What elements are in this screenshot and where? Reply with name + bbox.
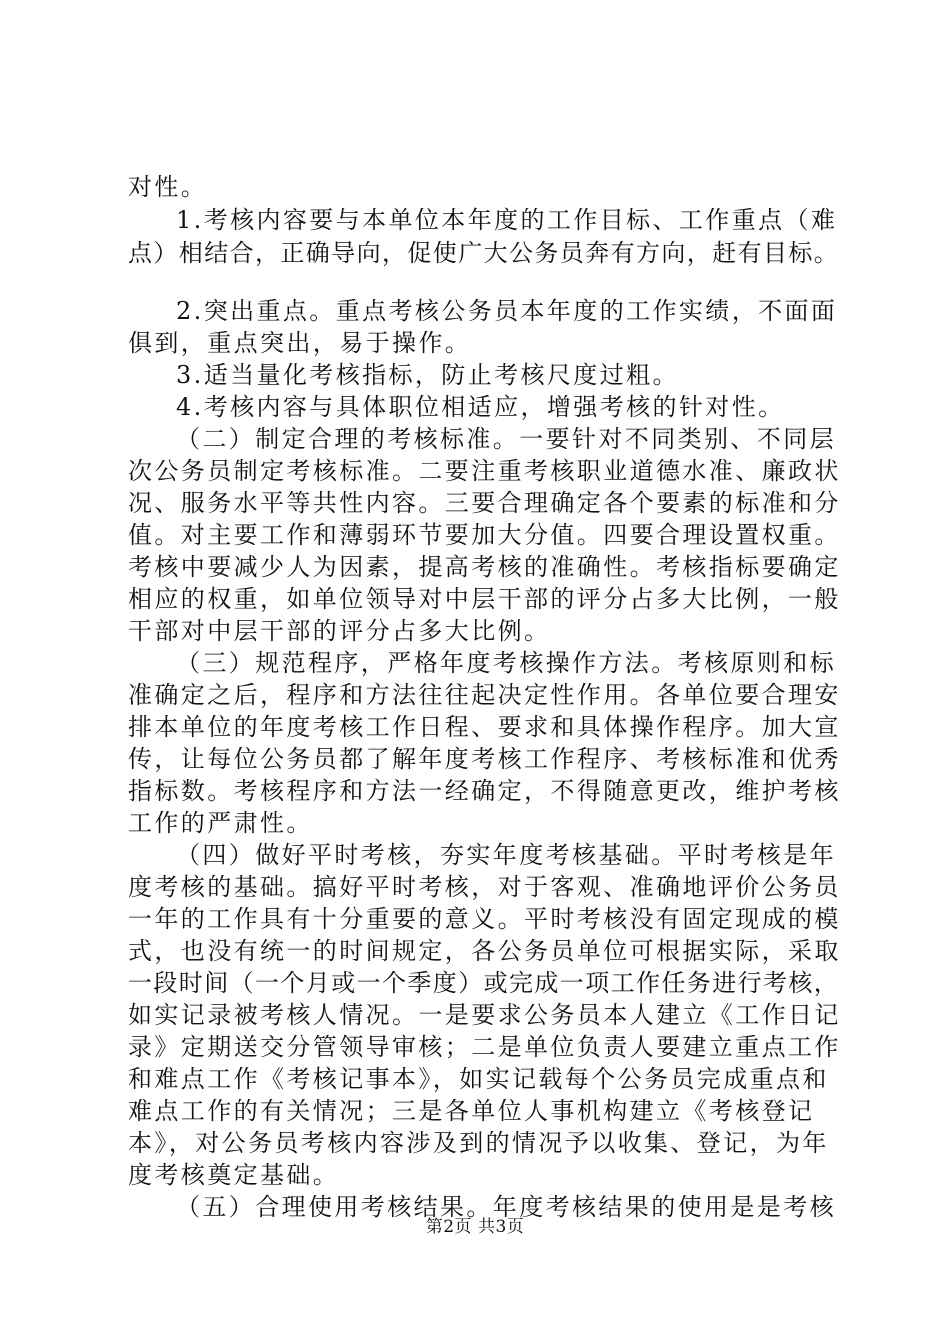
text-line: 和难点工作《考核记事本》，如实记载每个公务员完成重点和 <box>128 1065 829 1093</box>
text-line: 准确定之后，程序和方法往往起决定性作用。各单位要合理安 <box>128 681 841 709</box>
text-line: 指标数。考核程序和方法一经确定，不得随意更改，维护考核 <box>128 777 841 805</box>
text-line: 3.适当量化考核指标，防止考核尺度过粗。 <box>176 361 679 389</box>
text-line: 点）相结合，正确导向，促使广大公务员奔有方向，赶有目标。 <box>128 239 840 267</box>
text-line: 干部对中层干部的评分占多大比例。 <box>128 617 551 645</box>
text-line: 一段时间（一个月或一个季度）或完成一项工作任务进行考核， <box>128 969 840 997</box>
text-line: 录》定期送交分管领导审核；二是单位负责人要建立重点工作 <box>128 1033 841 1061</box>
text-line: 一年的工作具有十分重要的意义。平时考核没有固定现成的模 <box>128 905 841 933</box>
text-line: 度考核奠定基础。 <box>128 1161 340 1189</box>
text-line: （二）制定合理的考核标准。一要针对不同类别、不同层 <box>176 425 836 453</box>
text-line: （三）规范程序，严格年度考核操作方法。考核原则和标 <box>176 649 836 677</box>
text-line: 4.考核内容与具体职位相适应，增强考核的针对性。 <box>176 393 785 421</box>
page-number-footer: 第2页 共3页 <box>425 1217 525 1237</box>
text-line: 考核中要减少人为因素，提高考核的准确性。考核指标要确定 <box>128 553 841 581</box>
text-line: 排本单位的年度考核工作日程、要求和具体操作程序。加大宣 <box>128 713 841 741</box>
text-line: 1.考核内容要与本单位本年度的工作目标、工作重点（难 <box>176 206 838 234</box>
text-line: 如实记录被考核人情况。一是要求公务员本人建立《工作日记 <box>128 1001 841 1029</box>
text-line: 相应的权重，如单位领导对中层干部的评分占多大比例，一般 <box>128 585 841 613</box>
text-line: （五）合理使用考核结果。年度考核结果的使用是是考核 <box>176 1193 836 1221</box>
text-line: 次公务员制定考核标准。二要注重考核职业道德水准、廉政状 <box>128 457 841 485</box>
text-line: 值。对主要工作和薄弱环节要加大分值。四要合理设置权重。 <box>128 521 841 549</box>
text-line: 传，让每位公务员都了解年度考核工作程序、考核标准和优秀 <box>128 745 841 773</box>
text-line: 式，也没有统一的时间规定，各公务员单位可根据实际，采取 <box>128 937 841 965</box>
text-line: 本》，对公务员考核内容涉及到的情况予以收集、登记，为年 <box>128 1129 829 1157</box>
text-line: 难点工作的有关情况；三是各单位人事机构建立《考核登记 <box>128 1097 815 1125</box>
text-line: 对性。 <box>128 173 208 201</box>
text-line: 工作的严肃性。 <box>128 809 313 837</box>
text-line: 俱到，重点突出，易于操作。 <box>128 329 472 357</box>
text-line: 度考核的基础。搞好平时考核，对于客观、准确地评价公务员 <box>128 873 841 901</box>
text-line: 2.突出重点。重点考核公务员本年度的工作实绩，不面面 <box>176 297 838 325</box>
text-line: 况、服务水平等共性内容。三要合理确定各个要素的标准和分 <box>128 489 841 517</box>
text-line: （四）做好平时考核，夯实年度考核基础。平时考核是年 <box>176 841 836 869</box>
